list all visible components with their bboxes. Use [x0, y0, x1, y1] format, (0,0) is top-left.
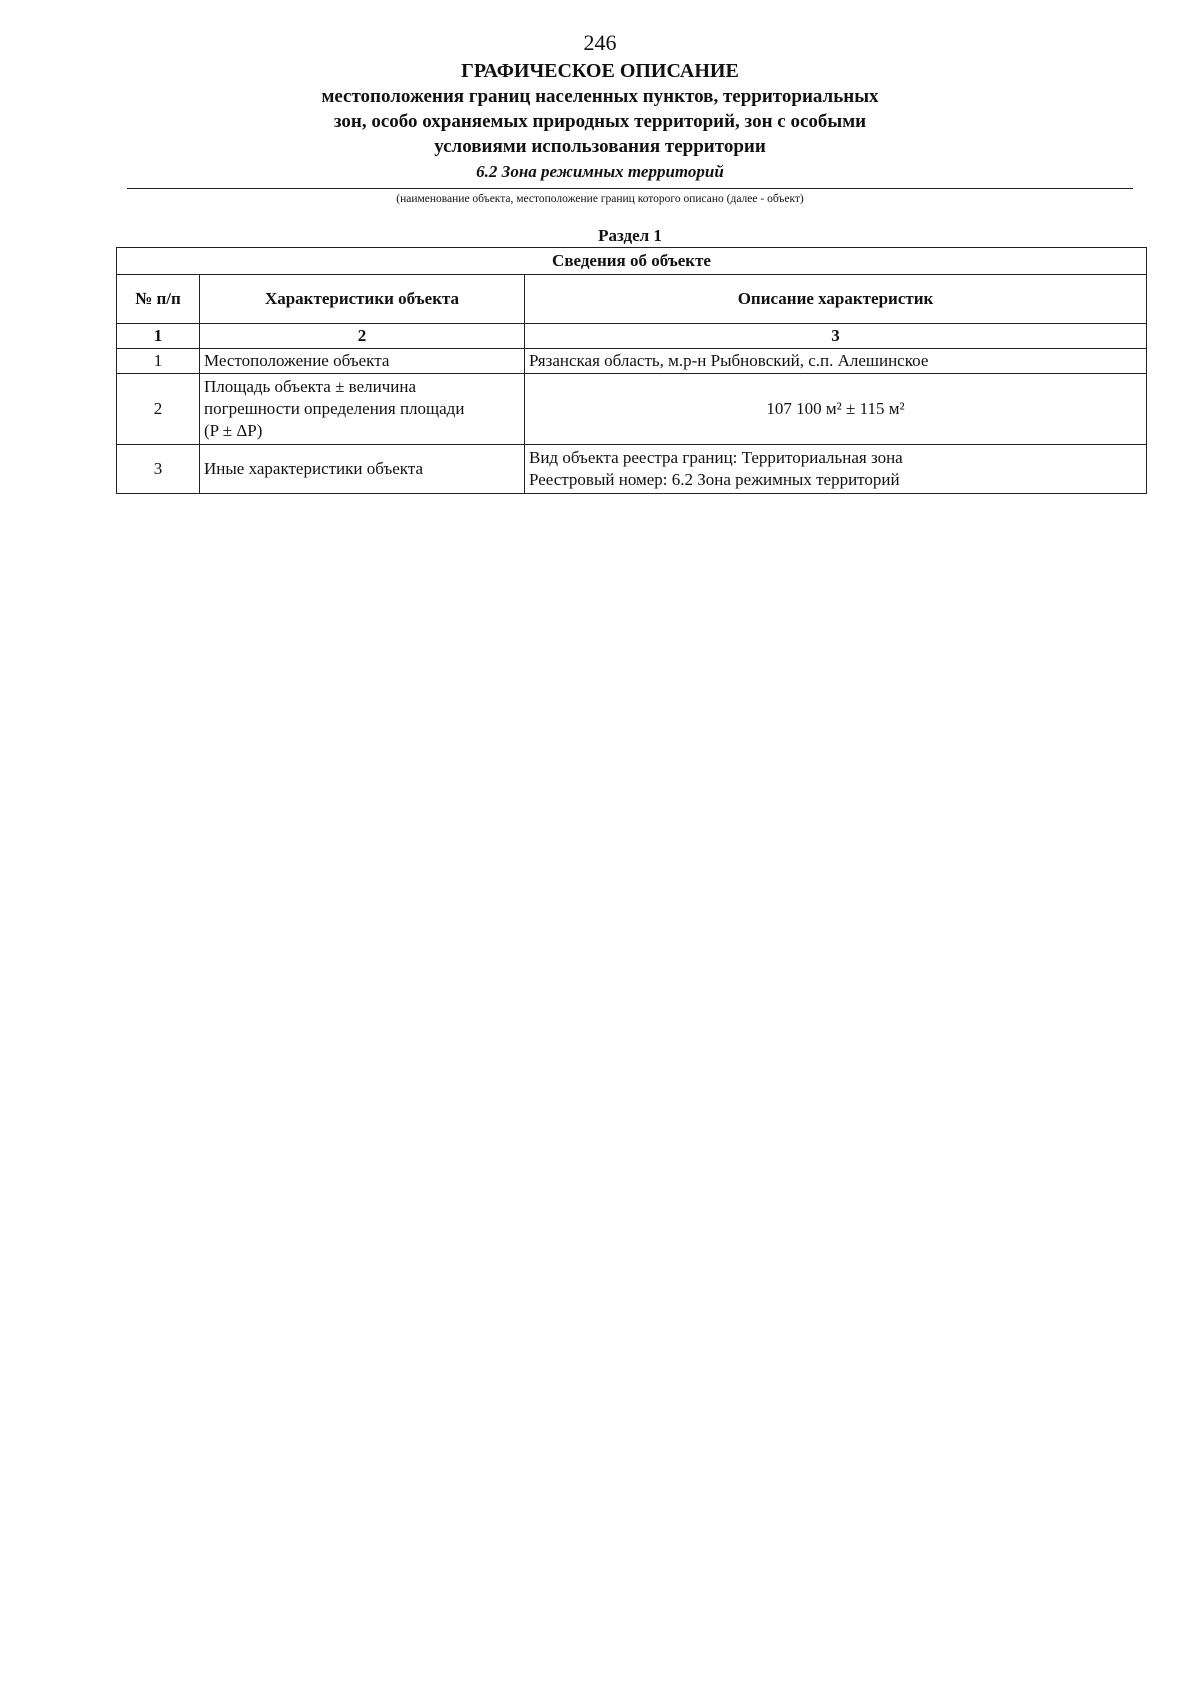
column-header-characteristic: Характеристики объекта — [200, 275, 525, 324]
document-subtitle-line: условиями использования территории — [434, 136, 766, 157]
table-row — [117, 349, 1147, 374]
description-line: Рязанская область, м.р-н Рыбновский, с.п. Алешинское — [529, 351, 929, 370]
description-line: Реестровый номер: 6.2 Зона режимных территорий — [529, 470, 900, 489]
characteristic-line: Иные характеристики объекта — [204, 459, 424, 478]
row-description — [525, 374, 1147, 445]
column-number: 3 — [525, 324, 1147, 349]
object-name-underline — [127, 188, 1133, 189]
characteristic-line: погрешности определения площади — [204, 399, 465, 418]
row-number: 2 — [117, 374, 200, 445]
characteristic-line: Местоположение объекта — [204, 351, 390, 370]
column-number: 2 — [200, 324, 525, 349]
table-row — [117, 374, 1147, 445]
table-row — [117, 445, 1147, 494]
row-description — [525, 445, 1147, 494]
row-characteristic — [200, 374, 525, 445]
row-characteristic — [200, 445, 525, 494]
document-title: ГРАФИЧЕСКОЕ ОПИСАНИЕ — [461, 60, 739, 82]
row-description — [525, 349, 1147, 374]
document-subtitle-line: местоположения границ населенных пунктов, территориальных — [321, 86, 879, 107]
document-subtitle-line: зон, особо охраняемых природных территорий, зон с особыми — [333, 111, 867, 132]
object-info-table — [116, 247, 1147, 494]
characteristic-line: Площадь объекта ± величина — [204, 377, 417, 396]
section-title: Раздел 1 — [598, 226, 662, 245]
column-numbers-row — [117, 324, 1147, 349]
description-line: Вид объекта реестра границ: Территориальная зона — [529, 448, 903, 467]
object-name-caption: (наименование объекта, местоположение границ которого описано (далее - объект) — [396, 193, 804, 205]
page-number: 246 — [583, 30, 617, 55]
column-header-description: Описание характеристик — [525, 275, 1147, 324]
row-number: 3 — [117, 445, 200, 494]
table-header-row — [117, 275, 1147, 324]
row-characteristic — [200, 349, 525, 374]
table-title-row — [117, 248, 1147, 275]
row-number: 1 — [117, 349, 200, 374]
column-header-number: № п/п — [117, 275, 200, 324]
object-name: 6.2 Зона режимных территорий — [476, 162, 724, 181]
column-number: 1 — [117, 324, 200, 349]
document-header — [0, 58, 1200, 184]
table-title: Сведения об объекте — [117, 248, 1147, 275]
description-line: 107 100 м² ± 115 м² — [766, 399, 905, 418]
characteristic-line: (P ± ΔP) — [204, 421, 263, 440]
